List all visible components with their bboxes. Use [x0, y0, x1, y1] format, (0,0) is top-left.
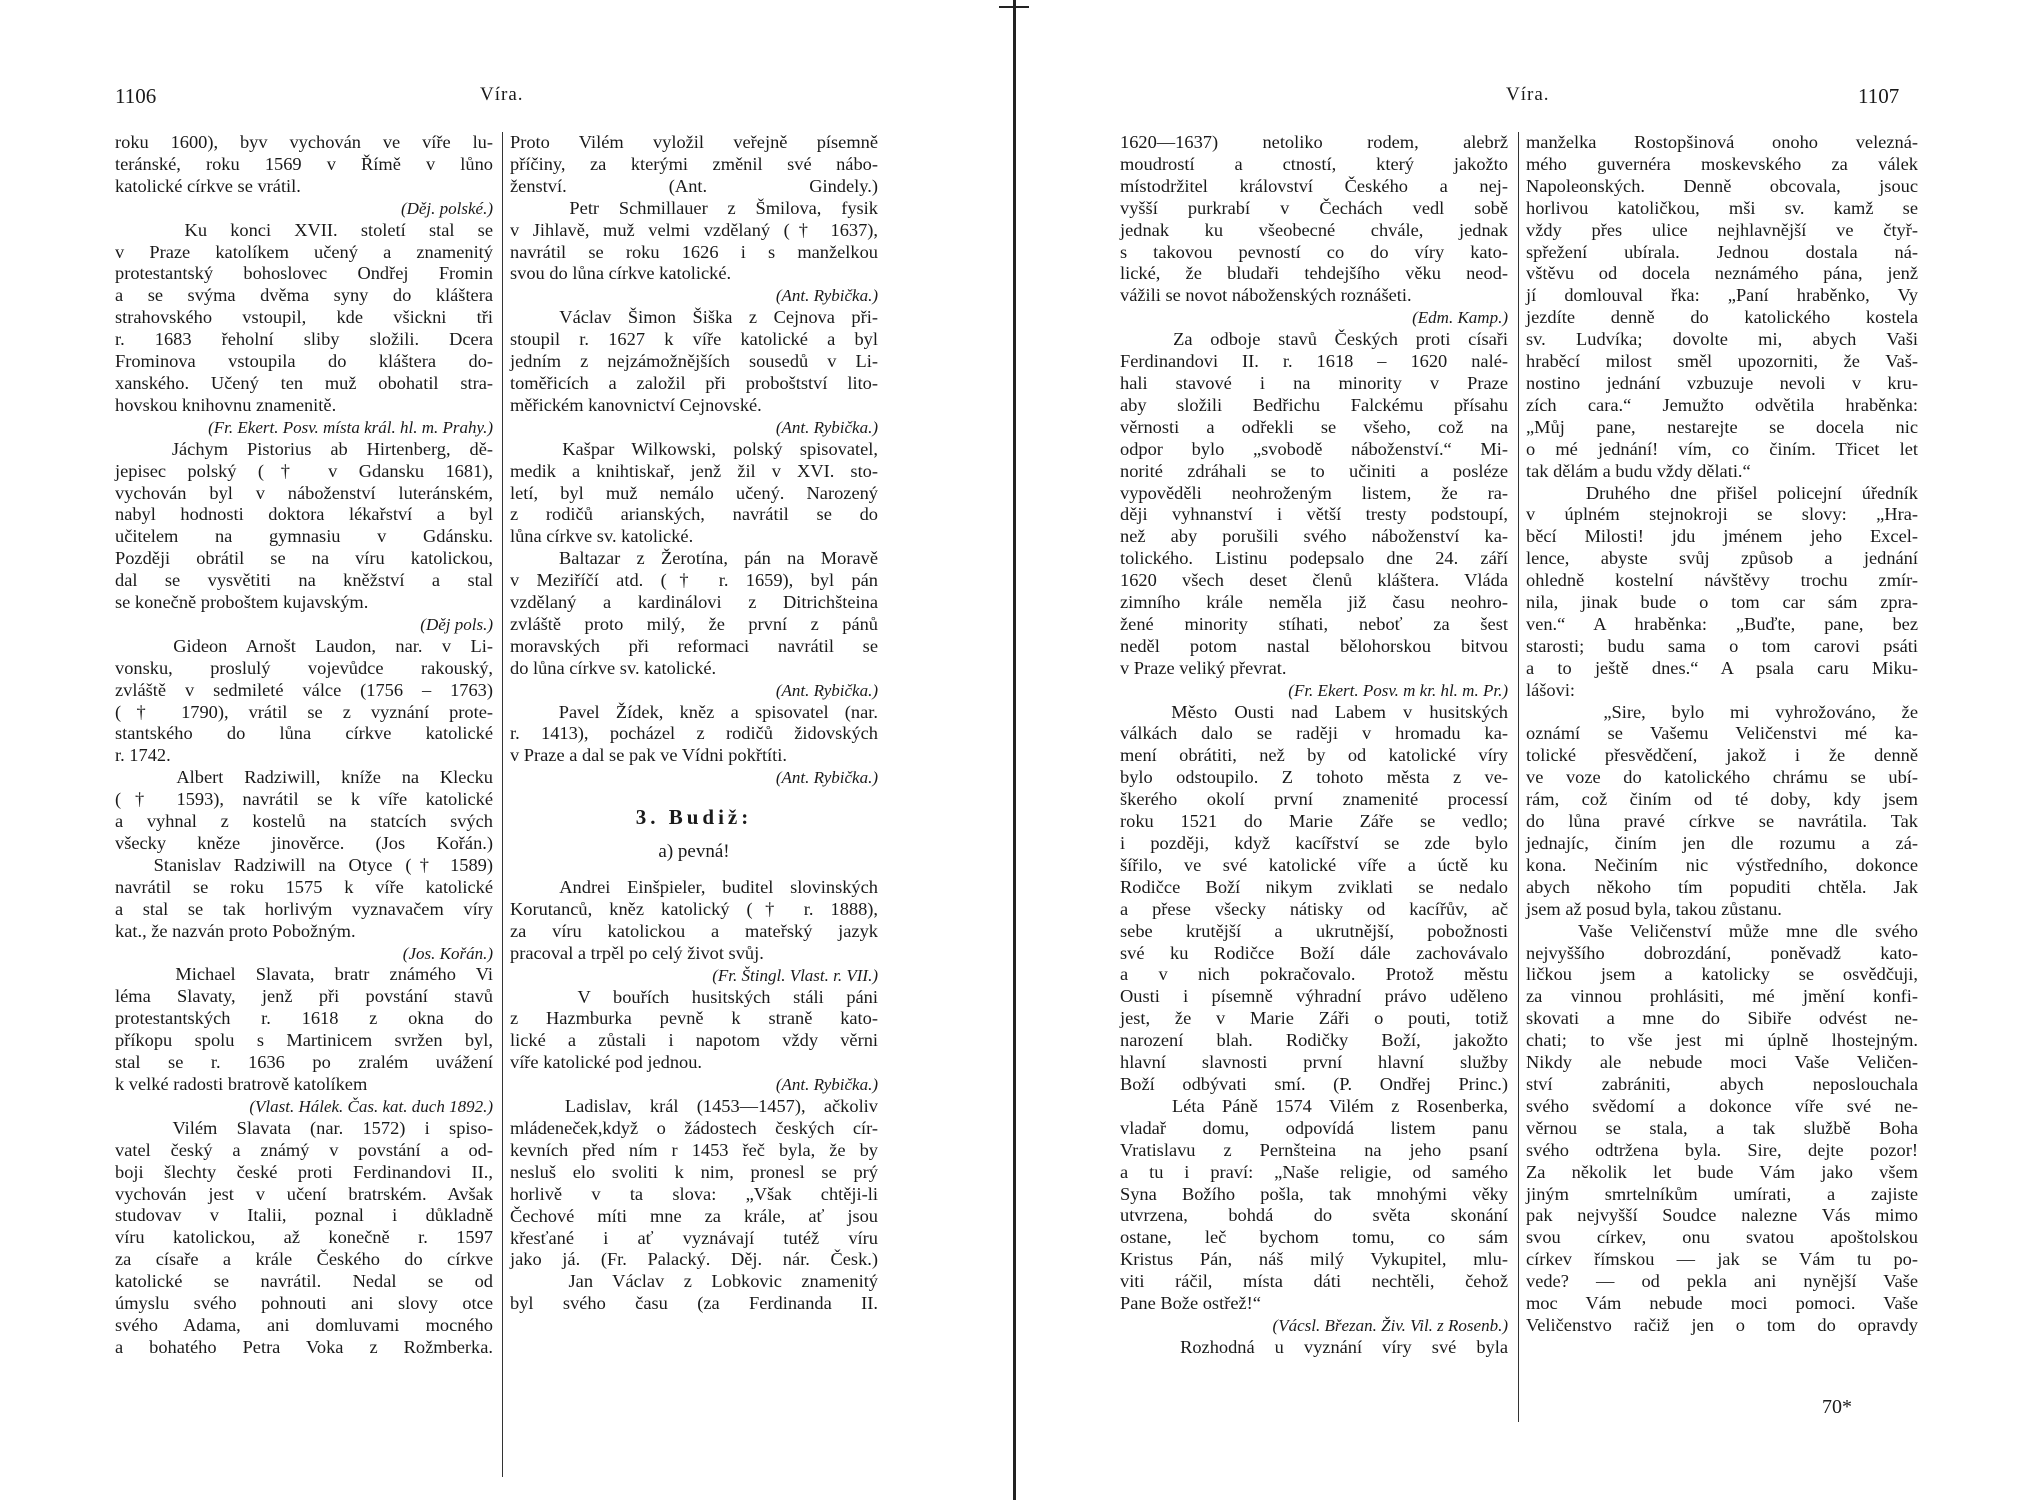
text-line: navrátil se roku 1575 k víře katolické: [115, 876, 493, 897]
source-citation: (Jos. Kořán.): [402, 943, 493, 963]
text-line: léma Slavaty, jenž při povstání stavů: [115, 986, 493, 1007]
text-line: Později obrátil se na víru katolickou,: [115, 548, 493, 569]
text-line: moravských při reformaci navrátil se: [510, 635, 878, 656]
text-line: Jáchym Pistorius ab Hirtenberg, dě-: [115, 438, 493, 459]
text-line: stal se r. 1636 po zralém uvážení: [115, 1052, 493, 1073]
text-line: Václav Šimon Šiška z Cejnova při-: [510, 307, 878, 328]
text-line: vatel český a známý v povstání a od-: [115, 1139, 493, 1160]
text-line: Baltazar z Žerotína, pán na Moravě: [510, 548, 878, 569]
text-line: r. 1742.: [115, 745, 171, 766]
source-citation: (Vácsl. Březan. Živ. Vil. z Rosenb.): [1272, 1315, 1508, 1335]
text-line: starosti; budu sama o tom carovi psáti: [1526, 635, 1918, 656]
text-line: skovati a mne do Sibiře odvést ne-: [1526, 1008, 1918, 1029]
text-line: jsem až posud byla, takou zůstanu.: [1526, 898, 1782, 919]
text-line: k velké radosti bratrově katolíkem: [115, 1073, 368, 1094]
text-line: jednajíc, činím jen dle rozumu a zá-: [1526, 833, 1918, 853]
text-line: Rodičce Boží nikym zviklati se nedalo: [1120, 876, 1508, 897]
page-number: 1106: [115, 84, 157, 108]
text-line: a přese všecky nátisky od kacířův, ač: [1120, 898, 1508, 919]
text-line: 1620 všech deset členů kláštera. Vláda: [1120, 570, 1508, 591]
text-line: odpor bylo „svobodě náboženství.“ Mi-: [1120, 438, 1508, 459]
text-line: Čechové míti mne za krále, ať jsou: [510, 1205, 878, 1226]
text-line: svou do lůna církve katolické.: [510, 263, 732, 284]
text-line: vždy přes ulice nejhlavnější ve čtyř-: [1526, 219, 1918, 240]
text-line: za císaře a krále Českého do církve: [115, 1249, 493, 1270]
text-line: hraběcí milost směl upozorniti, že Vaš-: [1526, 351, 1918, 372]
text-line: a stal se tak horlivým vyznavačem víry: [115, 898, 493, 919]
text-line: a vyhnal z kostelů na statcích svých: [115, 811, 493, 832]
text-line: V bouřích husitských stáli páni: [510, 986, 878, 1007]
text-line: se konečně proboštem kujavským.: [115, 592, 369, 613]
text-line: narození blah. Rodičky Boží, jakožto: [1120, 1030, 1508, 1051]
text-line: hali stavové i na minority v Praze: [1120, 372, 1508, 393]
left-page: [0, 0, 1000, 1500]
text-line: mládeneček,když o žádostech českých cír-: [510, 1117, 878, 1138]
text-line: stoupil r. 1627 k víře katolické a byl: [510, 329, 878, 350]
text-line: v Meziříčí atd. († r. 1659), byl pán: [510, 570, 878, 591]
text-line: moudrostí a ctností, který jakožto: [1120, 153, 1508, 174]
text-line: boji šlechty české proti Ferdinandovi II.,: [115, 1161, 493, 1182]
text-line: v Praze veliký převrat.: [1120, 657, 1287, 678]
text-line: moc Vám nebude moci pomoci. Vaše: [1526, 1293, 1918, 1314]
text-line: do lůna církve sv. katolické.: [510, 657, 717, 678]
text-line: víře katolické pod jednou.: [510, 1052, 703, 1073]
running-head: Víra.: [1506, 84, 1550, 105]
text-line: Korutanců, kněz katolický († r. 1888),: [510, 898, 878, 919]
text-line: ženství. (Ant. Gindely.): [510, 175, 878, 196]
text-line: vladař domu, odpovídá listem panu: [1120, 1117, 1508, 1138]
text-line: Kašpar Wilkowski, polský spisovatel,: [510, 438, 878, 459]
text-line: strahovského vstoupil, kde všickni tři: [115, 307, 493, 328]
text-line: učitelem na gymnasiu v Gdánsku.: [115, 526, 493, 547]
left-page-column-1: [115, 132, 493, 1359]
text-line: věrnosti a odřekli se všeho, což na: [1120, 416, 1508, 437]
text-line: ve voze do katolického chrámu se ubí-: [1526, 767, 1918, 788]
text-line: stantského do lůna církve katolické: [115, 723, 493, 744]
text-line: místodržitel království Českého a nej-: [1120, 175, 1508, 196]
text-line: rám, což činím od té doby, kdy jsem: [1526, 789, 1918, 810]
text-line: vede? — od pekla ani nynější Vaše: [1526, 1271, 1918, 1292]
text-line: toměřicích a založil při proboštství lito-: [510, 372, 878, 393]
text-line: Napoleonských. Denně obcovala, jsouc: [1526, 175, 1918, 196]
column-rule: [502, 132, 503, 1477]
text-line: medik a knihtiskař, jenž žil v XVI. sto-: [510, 460, 878, 481]
text-line: Kristus Pán, náš milý Vykupitel, mlu-: [1120, 1249, 1508, 1270]
text-line: a se svýma dvěma syny do kláštera: [115, 285, 493, 306]
text-line: zvláště v sedmileté válce (1756 – 1763): [115, 679, 493, 700]
text-line: hovskou knihovnu znamenitě.: [115, 394, 337, 415]
text-line: kona. Nečiním nic výstředního, dokonce: [1526, 854, 1918, 875]
text-line: nesluš elo svoliti k nim, pronesl se prý: [510, 1161, 878, 1182]
text-line: katolické se navrátil. Nedal se od: [115, 1271, 493, 1292]
text-line: jepisec polský († v Gdansku 1681),: [115, 460, 493, 481]
text-line: vzdělaný a kardinálovi z Ditrichšteina: [510, 592, 878, 613]
text-line: Gideon Arnošt Laudon, nar. v Li-: [115, 635, 493, 656]
text-line: Pane Bože ostřež!“: [1120, 1293, 1261, 1314]
text-line: šířilo, ve své katolické víře a úctě ku: [1120, 854, 1508, 875]
text-line: o mé jednání! vím, co činím. Třicet let: [1526, 438, 1918, 459]
source-citation: (Děj pols.): [420, 614, 493, 634]
text-line: církev římskou — jak se Vám tu po-: [1526, 1249, 1918, 1270]
text-line: svého Adama, ani domluvami mocného: [115, 1314, 493, 1335]
text-line: Ferdinandovi II. r. 1618 – 1620 nalé-: [1120, 351, 1508, 372]
text-line: svou církev, onu svatou apoštolskou: [1526, 1227, 1918, 1248]
text-line: 1620—1637) netoliko rodem, alebrž: [1120, 132, 1508, 152]
column-rule: [1518, 132, 1519, 1422]
text-line: válkách dalo se raději v hromadu ka-: [1120, 723, 1508, 744]
text-line: „Sire, bylo mi vyhrožováno, že: [1526, 701, 1918, 722]
text-line: lické a zůstali i napotom vždy věrni: [510, 1030, 878, 1051]
text-line: tak dělám a budu vždy dělati.“: [1526, 460, 1751, 481]
text-line: bylo odstoupilo. Z tohoto města z ve-: [1120, 767, 1508, 788]
text-line: ličkou jsem a katolicky se osvědčuji,: [1526, 964, 1918, 985]
section-heading: 3. Budiž:: [635, 805, 753, 830]
source-citation: (Ant. Rybička.): [775, 680, 878, 700]
text-line: († 1790), vrátil se z vyznání prote-: [115, 701, 493, 722]
text-line: Ku konci XVII. století stal se: [115, 219, 493, 240]
text-line: ství zabrániti, abych neposlouchala: [1526, 1073, 1918, 1094]
spine-line: [1013, 0, 1016, 1500]
text-line: běcí Milosti! jdu jménem jeho Excel-: [1526, 526, 1918, 547]
text-line: jí domlouval řka: „Paní hraběnko, Vy: [1526, 285, 1918, 306]
text-line: Nikdy ale nebude moci Vaše Veličen-: [1526, 1052, 1918, 1073]
text-line: nila, jinak bude o tom car sám zpra-: [1526, 592, 1918, 613]
text-line: xanského. Učený ten muž obohatil stra-: [115, 372, 493, 393]
text-line: z rodičů arianských, navrátil se do: [510, 504, 878, 525]
text-line: Veličenstvo račiž jen o tom do opravdy: [1526, 1314, 1918, 1335]
text-line: mení obrátiti, než by od katolické víry: [1120, 745, 1508, 766]
text-line: do lůna pravé církve se navrátila. Tak: [1526, 811, 1918, 832]
text-line: viti ráčil, místa dáti nechtěli, čehož: [1120, 1271, 1508, 1292]
text-line: vonsku, proslulý vojevůdce rakouský,: [115, 657, 493, 678]
text-line: Vilém Slavata (nar. 1572) i spiso-: [115, 1117, 493, 1138]
text-line: vypověděli neohroženým listem, že ra-: [1120, 482, 1508, 503]
text-line: Jan Václav z Lobkovic znamenitý: [510, 1271, 878, 1292]
text-line: neděl potom nastal bělohorskou bitvou: [1120, 635, 1508, 656]
text-line: Za odboje stavů Českých proti císaři: [1120, 329, 1508, 350]
text-line: chati; to vše jest mi úplně lhostejným.: [1526, 1030, 1918, 1051]
source-citation: (Fr. Ekert. Posv. m kr. hl. m. Pr.): [1288, 680, 1508, 700]
text-line: tolické přesvědčení, jakož i že denně: [1526, 745, 1918, 766]
source-citation: (Ant. Rybička.): [775, 1075, 878, 1095]
text-line: spřežení ubírala. Jednou dostala ná-: [1526, 241, 1918, 262]
text-line: v Praze a dal se pak ve Vídni pokřtíti.: [510, 745, 787, 766]
section-subheading: a) pevná!: [658, 841, 730, 863]
text-line: horlivou katoličkou, mši sv. kamž se: [1526, 197, 1918, 218]
text-line: Rozhodná u vyznání víry své byla: [1120, 1336, 1508, 1357]
text-line: roku 1600), byv vychován ve víře lu-: [115, 132, 493, 152]
text-line: kat., že nazván proto Pobožným.: [115, 920, 356, 941]
text-line: jedním z nejzámožnějších sousedů v Li-: [510, 351, 878, 372]
text-line: Andrei Einšpieler, buditel slovinských: [510, 877, 878, 897]
left-page-column-2: [510, 132, 878, 1315]
text-line: utvrzena, bohdá do světa skonání: [1120, 1205, 1508, 1226]
text-line: a v nich pokračovalo. Protož městu: [1120, 964, 1508, 985]
text-line: jednak ku všeobecné chvále, jednak: [1120, 219, 1508, 240]
text-line: protestantských r. 1618 z okna do: [115, 1008, 493, 1029]
text-line: jest, že v Marie Záři o pouti, totiž: [1120, 1008, 1508, 1029]
text-line: pracoval a trpěl po celý život svůj.: [510, 942, 764, 963]
text-line: i později, když kacířství se zde bylo: [1120, 833, 1508, 853]
text-line: pak nejvyšší Soudce nalezne Vás mimo: [1526, 1205, 1918, 1226]
text-line: Stanislav Radziwill na Otyce († 1589): [115, 854, 493, 875]
text-line: Albert Radziwill, kníže na Klecku: [115, 767, 493, 788]
text-line: „Můj pane, nestarejte se docela nic: [1526, 416, 1918, 437]
text-line: r. 1413), pocházel z rodičů židovských: [510, 723, 878, 744]
text-line: katolické církve se vrátil.: [115, 175, 301, 196]
text-line: Léta Páně 1574 Vilém z Rosenberka,: [1120, 1095, 1508, 1116]
text-line: letí, byl muž nemálo učený. Narozený: [510, 482, 878, 503]
text-line: ostane, leč bychom tomu, co sám: [1120, 1227, 1508, 1248]
text-line: svého svědomí a dokonce víře své ne-: [1526, 1095, 1918, 1116]
text-line: teránské, roku 1569 v Římě v lůno: [115, 153, 493, 174]
right-page-column-2: [1526, 132, 1918, 1337]
text-line: r. 1683 řeholní sliby složili. Dcera: [115, 329, 493, 350]
text-line: protestantský bohoslovec Ondřej Fromin: [115, 263, 493, 284]
text-line: lůna církve sv. katolické.: [510, 526, 694, 547]
text-line: sv. Ludvíka; dovolte mi, abych Vaši: [1526, 329, 1918, 350]
text-line: zích cara.“ Jemužto odvětila hraběnka:: [1526, 394, 1918, 415]
text-line: a to ještě dnes.“ A psala caru Miku-: [1526, 657, 1918, 678]
text-line: Vaše Veličenství může mne dle svého: [1526, 920, 1918, 941]
text-line: kevních před ním r 1453 řeč byla, že by: [510, 1139, 878, 1160]
source-citation: (Fr. Štingl. Vlast. r. VII.): [712, 965, 878, 985]
signature-mark: 70*: [1822, 1396, 1852, 1418]
text-line: manželka Rostopšinová onoho velezná-: [1526, 132, 1918, 152]
source-citation: (Vlast. Hálek. Čas. kat. duch 1892.): [249, 1096, 493, 1116]
text-line: úmyslu svého pohnouti ani slovy otce: [115, 1293, 493, 1314]
text-line: Michael Slavata, bratr známého Vi: [115, 964, 493, 985]
text-line: v úplném stejnokroji se slovy: „Hra-: [1526, 504, 1918, 525]
text-line: lické, že bludaři tehdejšího věku neod-: [1120, 263, 1508, 284]
text-line: a tu i praví: „Naše religie, od samého: [1120, 1161, 1508, 1182]
text-line: v Praze katolíkem učený a znamenitý: [115, 241, 493, 262]
text-line: víru katolickou, až konečně r. 1597: [115, 1227, 493, 1248]
text-line: mého guvernéra moskevského za válek: [1526, 153, 1918, 174]
source-citation: (Ant. Rybička.): [775, 417, 878, 437]
text-line: s takovou pevností co do víry kato-: [1120, 241, 1508, 262]
source-citation: (Edm. Kamp.): [1412, 308, 1508, 328]
text-line: za vinnou prohlásiti, mé jmění konfi-: [1526, 986, 1918, 1007]
text-line: vychován byl v náboženství luteránském,: [115, 482, 493, 503]
text-line: roku 1521 do Marie Záře se vedlo;: [1120, 811, 1508, 832]
text-line: nabyl hodnosti doktora lékařství a byl: [115, 504, 493, 525]
text-line: a bohatého Petra Voka z Rožmberka.: [115, 1336, 493, 1357]
text-line: vážili se novot náboženských roznášeti.: [1120, 285, 1412, 306]
text-line: své ku Rodičce Boží dále zachovávalo: [1120, 942, 1508, 963]
text-line: křesťané i ať vyznávají tutéž víru: [510, 1227, 878, 1248]
text-line: jako já. (Fr. Palacký. Děj. nár. Česk.): [510, 1249, 878, 1270]
text-line: věrnou se stala, a tak službě Boha: [1526, 1117, 1918, 1138]
text-line: Frominova vstoupila do kláštera do-: [115, 351, 493, 372]
text-line: zimního krále neměla již času neohro-: [1120, 592, 1508, 613]
source-citation: (Děj. polské.): [400, 198, 493, 218]
text-line: měřickém kanovnictví Cejnovské.: [510, 394, 762, 415]
text-line: z Hazmburka pevně k straně kato-: [510, 1008, 878, 1029]
text-line: Město Ousti nad Labem v husitských: [1120, 701, 1508, 722]
text-line: vychován jest v učení bratrském. Avšak: [115, 1183, 493, 1204]
text-line: než aby porušili svého náboženství ka-: [1120, 526, 1508, 547]
text-line: nostino jednání vzbuzuje nevoli v kru-: [1526, 372, 1918, 393]
text-line: Vratislavu z Pernšteina na jeho psaní: [1120, 1139, 1508, 1160]
source-citation: (Fr. Ekert. Posv. místa král. hl. m. Prahy.): [208, 417, 493, 437]
text-line: Petr Schmillauer z Šmilova, fysik: [510, 197, 878, 218]
text-line: nejvyššího dobrozdání, poněvadž kato-: [1526, 942, 1918, 963]
text-line: hlavní slavnosti první hlavní služby: [1120, 1052, 1508, 1073]
text-line: škerého okolí první znamenité processí: [1120, 789, 1508, 810]
text-line: tolického. Listinu podepsalo dne 24. září: [1120, 548, 1508, 569]
source-citation: (Ant. Rybička.): [775, 286, 878, 306]
text-line: Syna Božího pošla, tak mnohými věky: [1120, 1183, 1508, 1204]
text-line: horlivě v ta slova: „Však chtěji-li: [510, 1183, 878, 1204]
running-head: Víra.: [480, 84, 524, 105]
text-line: Ladislav, král (1453—1457), ačkoliv: [510, 1096, 878, 1117]
text-line: byl svého času (za Ferdinanda II.: [510, 1293, 878, 1314]
right-page: [1030, 0, 2027, 1500]
text-line: norité zdráhali se to učiniti a posléze: [1120, 460, 1508, 481]
text-line: studovav v Italii, poznal i důkladně: [115, 1205, 493, 1226]
text-line: ději vyhnanství i větší tresty podstoupí,: [1120, 504, 1508, 525]
source-citation: (Ant. Rybička.): [775, 768, 878, 788]
text-line: dal se vysvětiti na kněžství a stal: [115, 570, 493, 591]
text-line: Ousti i písemně výhradní právo uděleno: [1120, 986, 1508, 1007]
text-line: příčiny, za kterými změnil své nábo-: [510, 153, 878, 174]
text-line: lášovi:: [1526, 679, 1576, 700]
text-line: aby složili Bedřichu Falckému přísahu: [1120, 394, 1508, 415]
text-line: jiným smrtelníkům umírati, a zajiste: [1526, 1183, 1918, 1204]
text-line: za víru katolickou a mateřský jazyk: [510, 920, 878, 941]
text-line: oznámí se Vašemu Veličenstvi mé ka-: [1526, 723, 1918, 744]
text-line: ven.“ A hraběnka: „Buďte, pane, bez: [1526, 613, 1918, 634]
text-line: příkopu spolu s Martinicem svržen byl,: [115, 1030, 493, 1051]
text-line: Za několik let bude Vám jako všem: [1526, 1161, 1918, 1182]
text-line: svého odtržena byla. Sire, dejte pozor!: [1526, 1139, 1918, 1160]
book-spine: [999, 0, 1029, 1500]
text-line: Druhého dne přišel policejní úředník: [1526, 482, 1918, 503]
spine-cap: [999, 6, 1029, 8]
page-number: 1107: [1858, 84, 1900, 108]
text-line: († 1593), navrátil se k víře katolické: [115, 789, 493, 810]
text-line: vštěvu od docela neznámého pána, jenž: [1526, 263, 1918, 284]
text-line: ohledně kostelní návštěvy trochu zmír-: [1526, 570, 1918, 591]
text-line: navrátil se roku 1626 i s manželkou: [510, 241, 878, 262]
text-line: jezdíte denně do katolického kostela: [1526, 307, 1918, 328]
text-line: Proto Vilém vyložil veřejně písemně: [510, 132, 878, 152]
text-line: sebe krutější a ukrutnější, pobožnosti: [1120, 920, 1508, 941]
text-line: vyšší purkrabí v Čechách vedl sobě: [1120, 197, 1508, 218]
right-page-column-1: [1120, 132, 1508, 1359]
text-line: abych někoho tím popuditi chtěla. Jak: [1526, 876, 1918, 897]
text-line: Boží odbývati smí. (P. Ondřej Princ.): [1120, 1073, 1508, 1094]
text-line: žené minority stíhati, neboť za šest: [1120, 613, 1508, 634]
text-line: zvláště proto milý, že první z pánů: [510, 613, 878, 634]
text-line: lence, abyste svůj způsob a jednání: [1526, 548, 1918, 569]
text-line: všecky kněze jinověrce. (Jos Kořán.): [115, 833, 493, 853]
text-line: v Jihlavě, muž velmi vzdělaný († 1637),: [510, 219, 878, 240]
text-line: Pavel Žídek, kněz a spisovatel (nar.: [510, 701, 878, 722]
